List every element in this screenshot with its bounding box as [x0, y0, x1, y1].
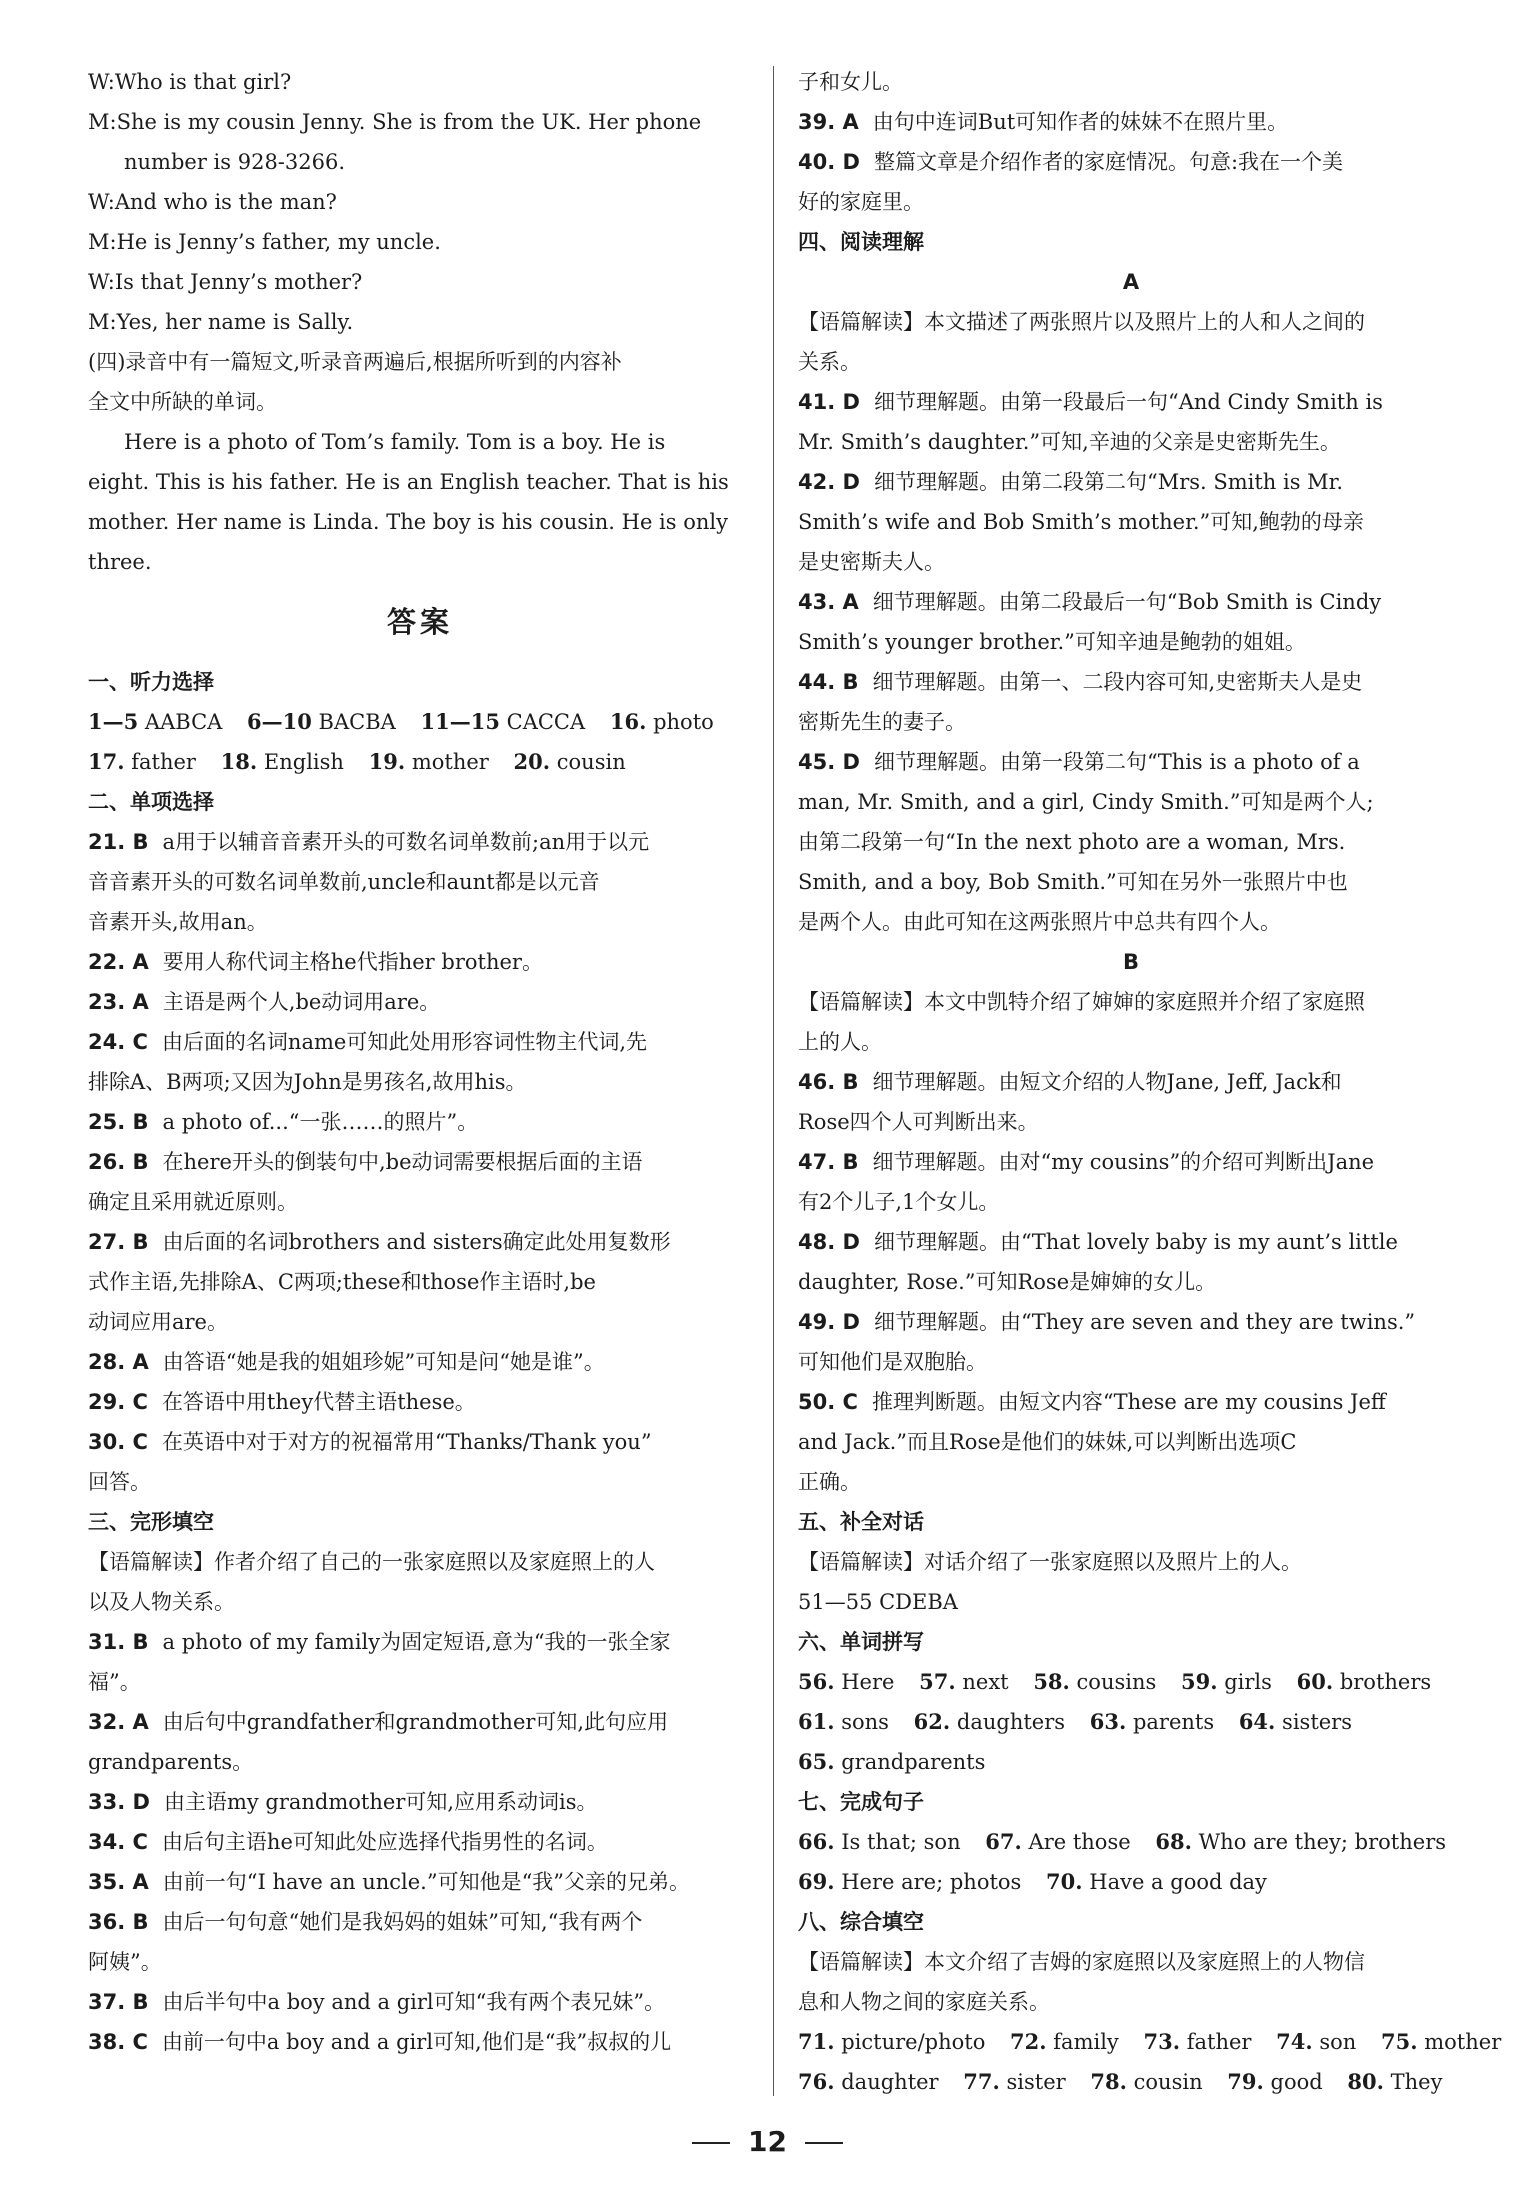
answer-item: 22. A 要用人称代词主格he代指her brother。: [88, 950, 543, 974]
part-label: B: [1122, 950, 1139, 974]
answer-item: 38. C 由前一句中a boy and a girl可知,他们是“我”叔叔的儿: [88, 2030, 672, 2054]
answer-line: 由第二段第一句“In the next photo are a woman, Mrs.: [798, 830, 1346, 854]
answer-title: 答案: [386, 605, 453, 639]
answer-item: 42. D 细节理解题。由第二段第二句“Mrs. Smith is Mr.: [798, 470, 1344, 494]
answer-row: 76. daughter 77. sister 78. cousin 79. good 80. They: [798, 2069, 1443, 2094]
answer-item: 48. D 细节理解题。由“That lovely baby is my aunt’s little: [798, 1230, 1398, 1254]
answer-item: 33. D 由主语my grandmother可知,应用系动词is。: [88, 1790, 598, 1814]
passage-intro: 【语篇解读】本文介绍了吉姆的家庭照以及家庭照上的人物信: [798, 1950, 1365, 1974]
dialogue-line: number is 928-3266.: [124, 150, 346, 174]
answer-item: 34. C 由后句主语he可知此处应选择代指男性的名词。: [88, 1830, 608, 1854]
answer-item: 40. D 整篇文章是介绍作者的家庭情况。句意:我在一个美: [798, 150, 1344, 174]
section-heading: 二、单项选择: [88, 790, 214, 814]
answer-item: 37. B 由后半句中a boy and a girl可知“我有两个表兄妹”。: [88, 1990, 666, 2014]
answer-line: Smith’s wife and Bob Smith’s mother.”可知,鲍勃的母亲: [798, 510, 1364, 534]
answer-line: 音音素开头的可数名词单数前,uncle和aunt都是以元音: [88, 870, 600, 894]
passage-intro: 上的人。: [798, 1030, 882, 1054]
answer-line: 阿姨”。: [88, 1950, 162, 1974]
answer-item: 36. B 由后一句句意“她们是我妈妈的姐妹”可知,“我有两个: [88, 1910, 643, 1934]
section-heading: 七、完成句子: [798, 1790, 924, 1814]
left-column: [88, 62, 752, 2062]
section-heading: 六、单词拼写: [798, 1630, 924, 1654]
instruction-line: (四)录音中有一篇短文,听录音两遍后,根据所听到的内容补: [88, 350, 622, 374]
answer-row: 61. sons 62. daughters 63. parents 64. sisters: [798, 1709, 1352, 1734]
answer-item: 29. C 在答语中用they代替主语these。: [88, 1390, 476, 1414]
answer-row: 51—55 CDEBA: [798, 1590, 958, 1614]
answer-line: grandparents。: [88, 1750, 254, 1774]
answer-row: 65. grandparents: [798, 1749, 986, 1774]
answer-item: 27. B 由后面的名词brothers and sisters确定此处用复数形: [88, 1230, 671, 1254]
passage-line: eight. This is his father. He is an English teacher. That is his: [88, 470, 729, 494]
answer-row: 71. picture/photo 72. family 73. father 74. son 75. mother: [798, 2029, 1502, 2054]
answer-item: 43. A 细节理解题。由第二段最后一句“Bob Smith is Cindy: [798, 590, 1382, 614]
passage-intro: 【语篇解读】作者介绍了自己的一张家庭照以及家庭照上的人: [88, 1550, 655, 1574]
answer-item: 25. B a photo of...“一张……的照片”。: [88, 1110, 479, 1134]
passage-line: three.: [88, 550, 152, 574]
answer-line: 确定且采用就近原则。: [88, 1190, 298, 1214]
section-heading: 四、阅读理解: [798, 230, 924, 254]
answer-line: 是两个人。由此可知在这两张照片中总共有四个人。: [798, 910, 1281, 934]
answer-line: 有2个儿子,1个女儿。: [798, 1190, 1000, 1214]
section-heading: 三、完形填空: [88, 1510, 214, 1534]
dialogue-line: W:Who is that girl?: [88, 70, 292, 94]
answer-line: 正确。: [798, 1470, 861, 1494]
answer-item: 45. D 细节理解题。由第一段第二句“This is a photo of a: [798, 750, 1360, 774]
answer-line: 式作主语,先排除A、C两项;these和those作主语时,be: [88, 1270, 596, 1294]
answer-item: 30. C 在英语中对于对方的祝福常用“Thanks/Thank you”: [88, 1430, 652, 1454]
passage-intro: 【语篇解读】本文中凯特介绍了婶婶的家庭照并介绍了家庭照: [798, 990, 1365, 1014]
instruction-line: 全文中所缺的单词。: [88, 390, 277, 414]
answer-line: 动词应用are。: [88, 1310, 228, 1334]
answer-item: 44. B 细节理解题。由第一、二段内容可知,史密斯夫人是史: [798, 670, 1363, 694]
answer-item: 50. C 推理判断题。由短文内容“These are my cousins Jeff: [798, 1390, 1386, 1414]
dialogue-line: M:She is my cousin Jenny. She is from the UK. Her phone: [88, 110, 702, 134]
answer-line: man, Mr. Smith, and a girl, Cindy Smith.”可知是两个人;: [798, 790, 1374, 814]
passage-intro: 息和人物之间的家庭关系。: [798, 1990, 1050, 2014]
page-number-dash-left: [692, 2142, 730, 2144]
answer-item: 24. C 由后面的名词name可知此处用形容词性物主代词,先: [88, 1030, 647, 1054]
answer-line: 可知他们是双胞胎。: [798, 1350, 987, 1374]
answer-line: Rose四个人可判断出来。: [798, 1110, 1039, 1134]
answer-line: Smith’s younger brother.”可知辛迪是鲍勃的姐姐。: [798, 630, 1306, 654]
answer-item: 28. A 由答语“她是我的姐姐珍妮”可知是问“她是谁”。: [88, 1350, 605, 1374]
answer-line: 子和女儿。: [798, 70, 903, 94]
answer-line: 排除A、B两项;又因为John是男孩名,故用his。: [88, 1070, 527, 1094]
answer-line: 好的家庭里。: [798, 190, 924, 214]
answer-line: 密斯先生的妻子。: [798, 710, 966, 734]
passage-intro: 【语篇解读】本文描述了两张照片以及照片上的人和人之间的: [798, 310, 1365, 334]
dialogue-line: W:And who is the man?: [88, 190, 337, 214]
answer-item: 26. B 在here开头的倒装句中,be动词需要根据后面的主语: [88, 1150, 643, 1174]
answer-line: Smith, and a boy, Bob Smith.”可知在另外一张照片中也: [798, 870, 1348, 894]
answer-item: 23. A 主语是两个人,be动词用are。: [88, 990, 441, 1014]
section-heading: 八、综合填空: [798, 1910, 924, 1934]
dialogue-line: W:Is that Jenny’s mother?: [88, 270, 363, 294]
passage-intro: 【语篇解读】对话介绍了一张家庭照以及照片上的人。: [798, 1550, 1302, 1574]
part-label: A: [1122, 270, 1140, 294]
answer-line: daughter, Rose.”可知Rose是婶婶的女儿。: [798, 1270, 1217, 1294]
passage-intro: 关系。: [798, 350, 861, 374]
answer-line: Mr. Smith’s daughter.”可知,辛迪的父亲是史密斯先生。: [798, 430, 1341, 454]
answer-item: 41. D 细节理解题。由第一段最后一句“And Cindy Smith is: [798, 390, 1383, 414]
answer-row: 69. Here are; photos 70. Have a good day: [798, 1869, 1267, 1894]
passage-line: mother. Her name is Linda. The boy is his cousin. He is only: [88, 510, 728, 534]
answer-line: 回答。: [88, 1470, 151, 1494]
answer-row: 17. father 18. English 19. mother 20. cousin: [88, 749, 626, 774]
column-divider: [773, 66, 774, 2096]
answer-item: 49. D 细节理解题。由“They are seven and they are twins.”: [798, 1310, 1416, 1334]
passage-intro: 以及人物关系。: [88, 1590, 235, 1614]
answer-item: 31. B a photo of my family为固定短语,意为“我的一张全家: [88, 1630, 671, 1654]
page-number-text: 12: [748, 2125, 787, 2158]
answer-row: 1—5 AABCA 6—10 BACBA 11—15 CACCA 16. photo: [88, 709, 714, 734]
answer-line: and Jack.”而且Rose是他们的妹妹,可以判断出选项C: [798, 1430, 1297, 1454]
section-heading: 五、补全对话: [798, 1510, 924, 1534]
page-number-dash-right: [805, 2142, 843, 2144]
answer-item: 32. A 由后句中grandfather和grandmother可知,此句应用: [88, 1710, 669, 1734]
answer-item: 35. A 由前一句“I have an uncle.”可知他是“我”父亲的兄弟。: [88, 1870, 691, 1894]
dialogue-line: M:Yes, her name is Sally.: [88, 310, 354, 334]
dialogue-line: M:He is Jenny’s father, my uncle.: [88, 230, 441, 254]
answer-row: 66. Is that; son 67. Are those 68. Who are they; brothers: [798, 1829, 1447, 1854]
answer-line: 是史密斯夫人。: [798, 550, 945, 574]
page-number: [0, 2125, 1535, 2158]
answer-item: 21. B a用于以辅音音素开头的可数名词单数前;an用于以元: [88, 830, 650, 854]
answer-line: 音素开头,故用an。: [88, 910, 268, 934]
answer-item: 47. B 细节理解题。由对“my cousins”的介绍可判断出Jane: [798, 1150, 1375, 1174]
answer-item: 39. A 由句中连词But可知作者的妹妹不在照片里。: [798, 110, 1289, 134]
passage-line: Here is a photo of Tom’s family. Tom is a boy. He is: [124, 430, 666, 454]
answer-line: 福”。: [88, 1670, 141, 1694]
right-column: [798, 62, 1502, 2102]
answer-row: 56. Here 57. next 58. cousins 59. girls 60. brothers: [798, 1669, 1432, 1694]
section-heading: 一、听力选择: [88, 670, 214, 694]
answer-item: 46. B 细节理解题。由短文介绍的人物Jane, Jeff, Jack和: [798, 1070, 1342, 1094]
